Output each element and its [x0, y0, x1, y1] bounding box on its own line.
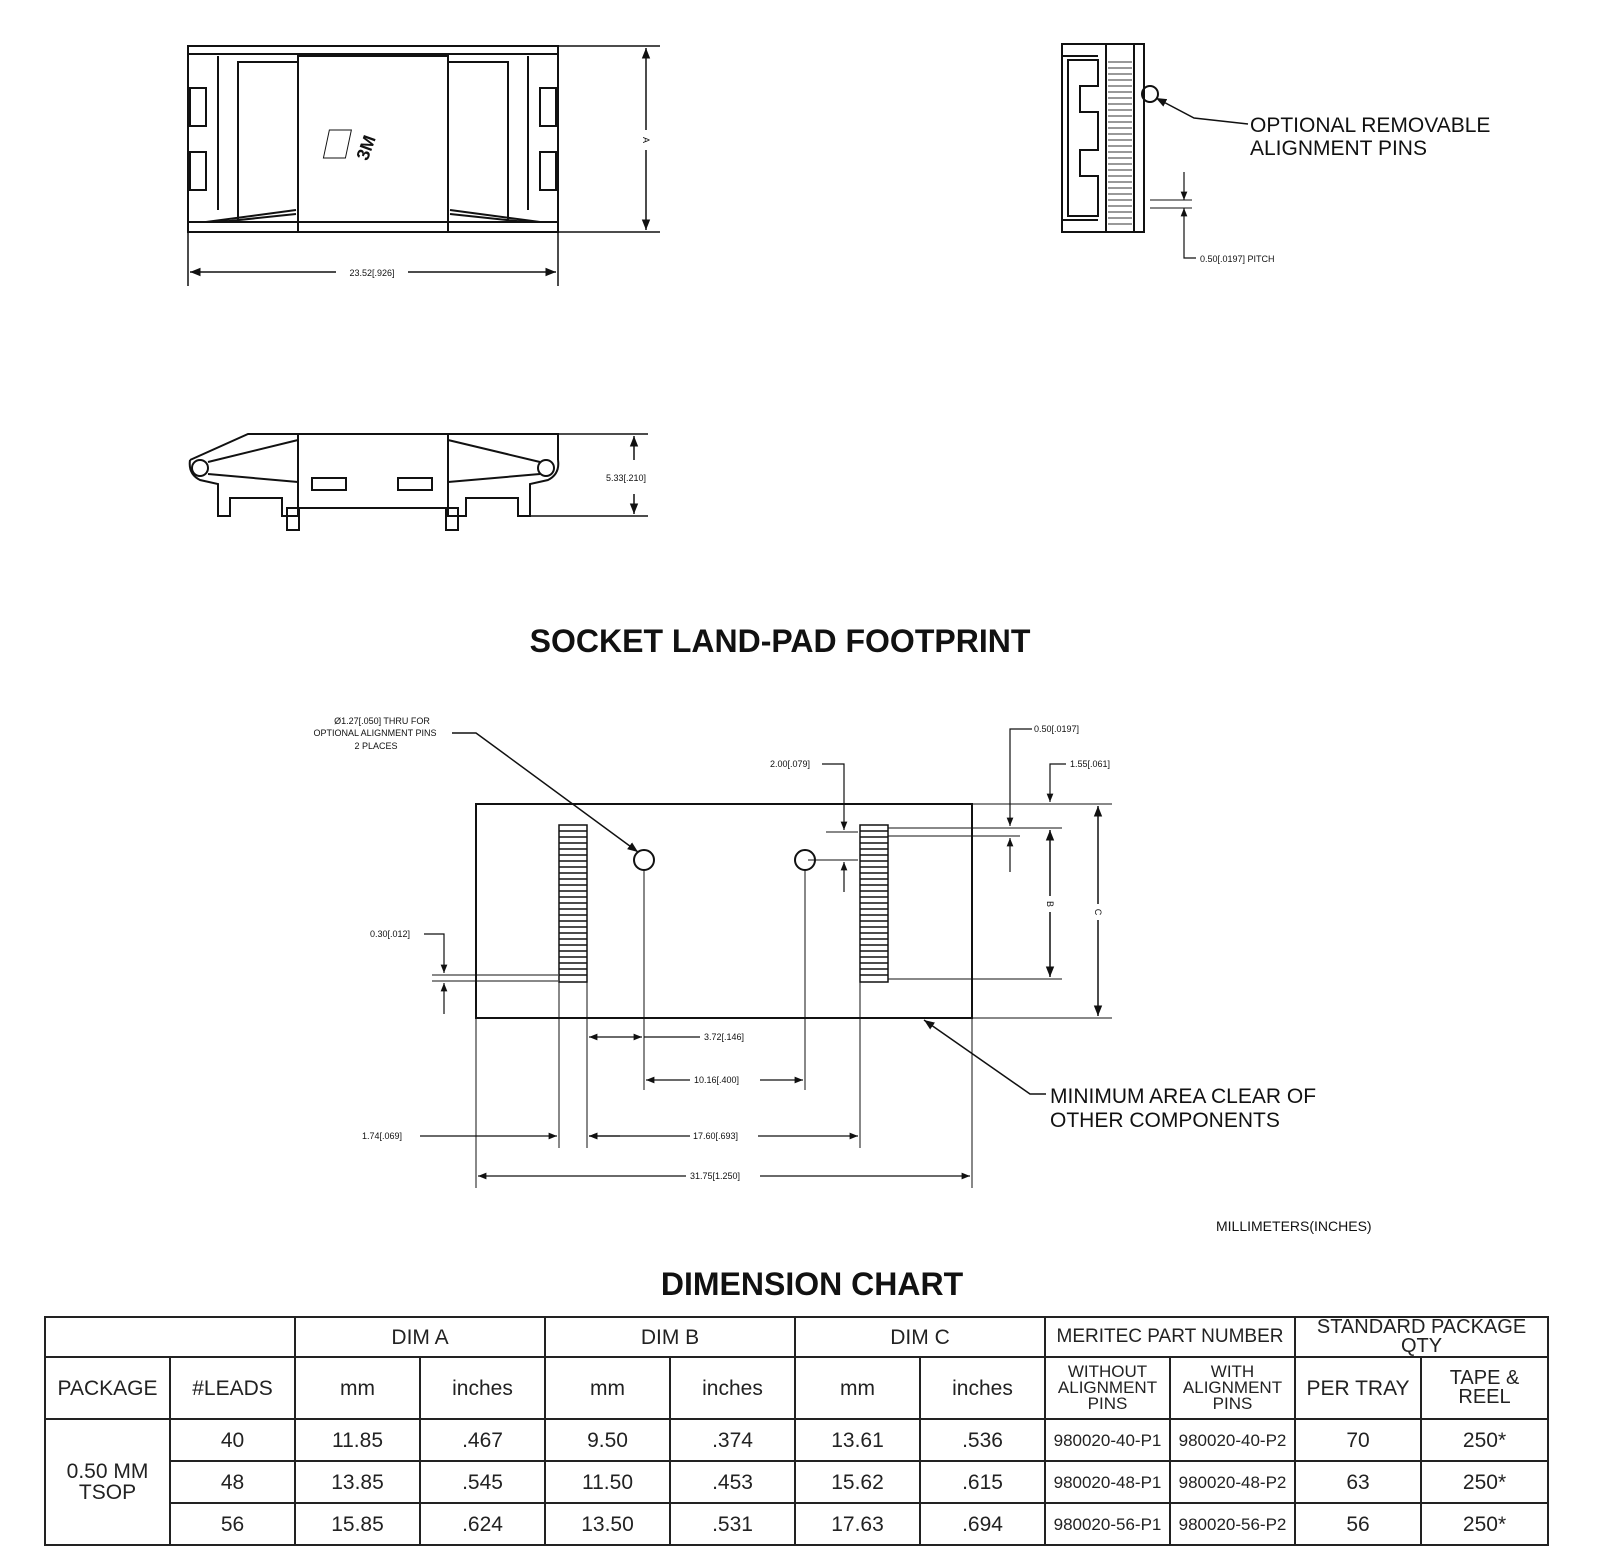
a-mm-cell: 11.85: [295, 1419, 420, 1461]
pad-width-label: 0.30[.012]: [370, 929, 411, 939]
pitch-label: 0.50[.0197] PITCH: [1200, 254, 1275, 264]
without-pins-header: WITHOUT ALIGNMENT PINS: [1045, 1357, 1170, 1419]
hole-note-3: 2 PLACES: [354, 741, 398, 751]
leads-cell: 48: [170, 1461, 295, 1503]
pitch-dimension: [1150, 172, 1275, 264]
b-mm-cell: 11.50: [545, 1461, 670, 1503]
c-mm-cell: 17.63: [795, 1503, 920, 1545]
b-in-cell: .374: [670, 1419, 795, 1461]
pad-end-dimension: [1050, 759, 1110, 802]
logo-mark: [323, 130, 379, 163]
height-a-dimension: [558, 46, 660, 232]
pn-without-cell: 980020-48-P1: [1045, 1461, 1170, 1503]
socket-end-view: [1062, 44, 1158, 232]
pin-offset-dimension: [770, 759, 858, 892]
c-in-cell: .536: [920, 1419, 1045, 1461]
footprint-title: SOCKET LAND-PAD FOOTPRINT: [529, 623, 1031, 659]
c-in-cell: .615: [920, 1461, 1045, 1503]
b-in-header: inches: [670, 1357, 795, 1419]
b-in-cell: .531: [670, 1503, 795, 1545]
logo-text: 3M: [352, 132, 380, 163]
per-tray-header: PER TRAY: [1295, 1357, 1421, 1419]
c-in-cell: .694: [920, 1503, 1045, 1545]
a-mm-cell: 15.85: [295, 1503, 420, 1545]
a-in-cell: .467: [420, 1419, 545, 1461]
dim-b-header: DIM B: [545, 1317, 795, 1357]
pad-pitch-label: 0.50[.0197]: [1034, 724, 1080, 734]
clear-area-callout: [924, 1020, 1316, 1132]
c-in-header: inches: [920, 1357, 1045, 1419]
dim-c-header: DIM C: [795, 1317, 1045, 1357]
with-pins-header: WITH ALIGNMENT PINS: [1170, 1357, 1295, 1419]
table-row: [45, 1503, 1548, 1545]
d-1016-label: 10.16[.400]: [694, 1075, 740, 1085]
callout-line1: OPTIONAL REMOVABLE: [1250, 114, 1491, 137]
reel-cell: 250*: [1421, 1503, 1548, 1545]
tray-cell: 63: [1295, 1461, 1421, 1503]
callout-line2: ALIGNMENT PINS: [1250, 137, 1427, 160]
blank-header-cell: [45, 1317, 295, 1357]
pin-offset-label: 2.00[.079]: [770, 759, 811, 769]
a-in-cell: .624: [420, 1503, 545, 1545]
a-mm-cell: 13.85: [295, 1461, 420, 1503]
table-sub-header-row: [45, 1357, 1548, 1419]
leads-header: #LEADS: [170, 1357, 295, 1419]
tray-cell: 70: [1295, 1419, 1421, 1461]
leads-cell: 56: [170, 1503, 295, 1545]
b-mm-cell: 9.50: [545, 1419, 670, 1461]
dim-a-label: A: [641, 136, 651, 144]
std-qty-header: STANDARD PACKAGE QTY: [1295, 1317, 1548, 1357]
table-row: [45, 1461, 1548, 1503]
pn-with-cell: 980020-56-P2: [1170, 1503, 1295, 1545]
d-174-label: 1.74[.069]: [362, 1131, 403, 1141]
a-in-cell: .545: [420, 1461, 545, 1503]
reel-cell: 250*: [1421, 1419, 1548, 1461]
dim-b-label: B: [1045, 900, 1055, 908]
pn-with-cell: 980020-48-P2: [1170, 1461, 1295, 1503]
hole-note-1: Ø1.27[.050] THRU FOR: [334, 716, 430, 726]
tape-reel-header: TAPE & REEL: [1421, 1357, 1548, 1419]
c-mm-cell: 15.62: [795, 1461, 920, 1503]
pn-with-cell: 980020-40-P2: [1170, 1419, 1295, 1461]
c-mm-header: mm: [795, 1357, 920, 1419]
table-row: [45, 1419, 1548, 1461]
pn-without-cell: 980020-40-P1: [1045, 1419, 1170, 1461]
left-pad-row: [559, 825, 587, 982]
pn-without-cell: 980020-56-P1: [1045, 1503, 1170, 1545]
clear-line1: MINIMUM AREA CLEAR OF: [1050, 1085, 1317, 1108]
dim-b-dimension: [888, 828, 1062, 979]
dimension-chart-table: [44, 1316, 1549, 1546]
chart-title: DIMENSION CHART: [660, 1266, 964, 1302]
front-height-label: 5.33[.210]: [606, 473, 647, 483]
table-group-header-row: [45, 1317, 1548, 1357]
a-in-header: inches: [420, 1357, 545, 1419]
units-note: MILLIMETERS(INCHES): [1216, 1218, 1372, 1234]
dim-a-header: DIM A: [295, 1317, 545, 1357]
right-pad-row: [860, 825, 888, 982]
hole-note-2: OPTIONAL ALIGNMENT PINS: [313, 728, 437, 738]
width-dimension: [188, 232, 558, 286]
socket-front-view: [190, 434, 559, 530]
d-1760-label: 17.60[.693]: [693, 1131, 739, 1141]
clear-line2: OTHER COMPONENTS: [1050, 1109, 1280, 1132]
b-in-cell: .453: [670, 1461, 795, 1503]
alignment-pin-callout: [1156, 98, 1490, 160]
d-372-label: 3.72[.146]: [704, 1032, 745, 1042]
pad-width-dimension: [370, 929, 558, 1014]
leads-cell: 40: [170, 1419, 295, 1461]
reel-cell: 250*: [1421, 1461, 1548, 1503]
end-view-pins: [1108, 62, 1132, 224]
part-number-header: MERITEC PART NUMBER: [1045, 1317, 1295, 1357]
tray-cell: 56: [1295, 1503, 1421, 1545]
d-3175-label: 31.75[1.250]: [690, 1171, 741, 1181]
b-mm-header: mm: [545, 1357, 670, 1419]
a-mm-header: mm: [295, 1357, 420, 1419]
package-cell: 0.50 MM TSOP: [45, 1419, 170, 1545]
pad-end-label: 1.55[.061]: [1070, 759, 1111, 769]
alignment-holes: [634, 850, 815, 870]
c-mm-cell: 13.61: [795, 1419, 920, 1461]
package-header: PACKAGE: [45, 1357, 170, 1419]
dim-c-label: C: [1093, 908, 1103, 916]
b-mm-cell: 13.50: [545, 1503, 670, 1545]
width-label: 23.52[.926]: [349, 268, 395, 278]
